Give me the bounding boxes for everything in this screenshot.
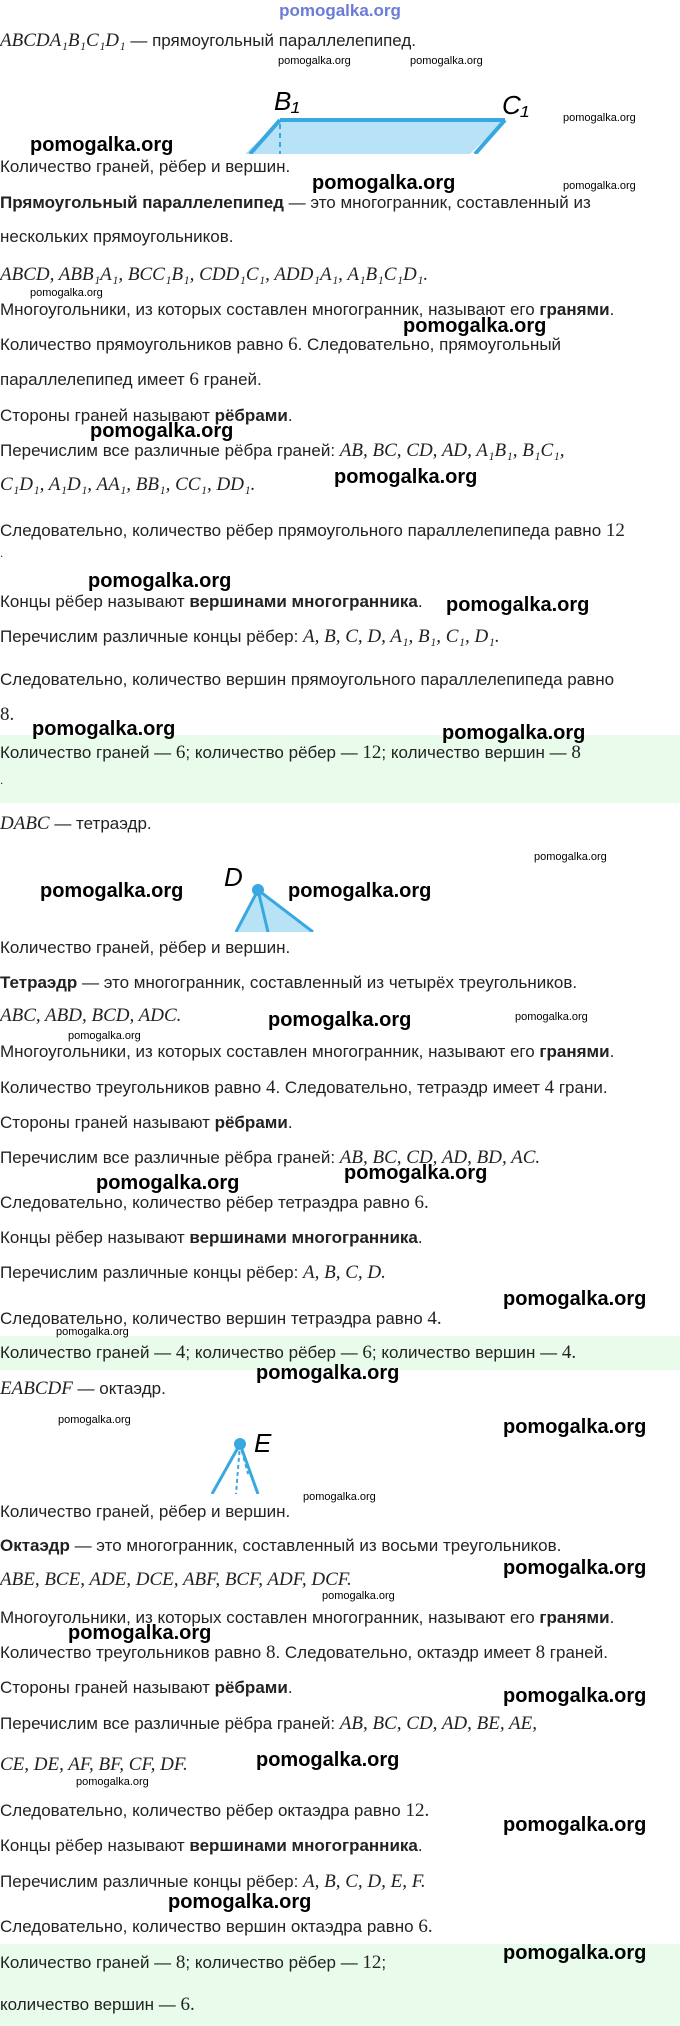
text: . [417, 592, 423, 611]
text: Перечислим различные концы рёбер: [0, 1263, 304, 1282]
term: гранями [539, 1608, 610, 1627]
number: 6 [189, 369, 199, 390]
watermark: pomogalka.org [278, 55, 351, 67]
text: граней. [545, 1643, 608, 1662]
text: ; количество рёбер — [185, 743, 363, 762]
question-text: Количество граней, рёбер и вершин. [0, 157, 291, 176]
term: рёбрами [214, 1113, 288, 1132]
watermark: pomogalka.org [40, 880, 184, 902]
number: 6. [180, 1994, 195, 2015]
number: 8 [535, 1642, 546, 1663]
faces-count [0, 1075, 680, 1101]
text: Количество прямоугольников равно [0, 335, 289, 354]
math-expression: ABCDA₁B₁C₁D₁ [0, 30, 126, 51]
term: рёбрами [214, 406, 288, 425]
text: . Следовательно, тетраэдр имеет [275, 1078, 545, 1097]
math-list: AB, BC, CD, AD, BE, AE, [339, 1713, 537, 1734]
term: гранями [539, 1042, 610, 1061]
watermark: pomogalka.org [515, 1011, 588, 1023]
math-list: ABC, ABD, BCD, ADC. [0, 1005, 182, 1026]
text: ; количество вершин — [371, 1343, 562, 1362]
number: 6 [288, 334, 298, 355]
number: 6. [414, 1192, 429, 1213]
math-list: C₁D₁, A₁D₁, AA₁, BB₁, CC₁, DD₁. [0, 474, 256, 495]
math-list: A, B, C, D, E, F. [303, 1871, 426, 1892]
text: Следовательно, количество рёбер тетраэдра равно [0, 1193, 415, 1212]
text: ; количество рёбер — [185, 1953, 363, 1972]
number: 8 [265, 1642, 276, 1663]
vertices-count [0, 1914, 680, 1940]
watermark: pomogalka.org [563, 180, 636, 192]
definition-text: — это многогранник, составленный из четырёх треугольников. [77, 973, 578, 992]
watermark: pomogalka.org [344, 1162, 488, 1184]
text: Перечислим все различные рёбра граней: [0, 1148, 340, 1167]
edges-count-cont: . [0, 546, 4, 560]
term: рёбрами [214, 1678, 288, 1697]
vertex-label-e: E [254, 1428, 272, 1458]
watermark: pomogalka.org [58, 1414, 131, 1426]
text: Количество граней — [0, 743, 176, 762]
intro-text: — прямоугольный параллелепипед. [125, 31, 417, 50]
faces-count [0, 332, 680, 358]
watermark: pomogalka.org [503, 1288, 647, 1310]
vertices-list [0, 624, 680, 650]
text: Стороны граней называют [0, 1678, 215, 1697]
text: Следовательно, количество рёбер прямоугольного параллелепипеда равно [0, 521, 606, 540]
vertices-count: Следовательно, количество вершин прямоугольного параллелепипеда равно [0, 670, 615, 689]
term: Прямоугольный параллелепипед [0, 193, 284, 212]
watermark: pomogalka.org [503, 1814, 647, 1836]
watermark: pomogalka.org [256, 1749, 400, 1771]
text: Следовательно, количество рёбер октаэдра равно [0, 1801, 406, 1820]
watermark: pomogalka.org [68, 1030, 141, 1042]
text: параллелепипед имеет [0, 370, 190, 389]
term: Октаэдр [0, 1536, 70, 1555]
text: Количество треугольников равно [0, 1078, 266, 1097]
text: ; количество вершин — [381, 743, 572, 762]
text: Концы рёбер называют [0, 1836, 190, 1855]
math-list: AB, BC, CD, AD, BD, AC. [339, 1147, 541, 1168]
text: . [417, 1836, 423, 1855]
number: 6 [175, 742, 186, 763]
number: 12 [362, 742, 382, 763]
number: 4. [561, 1342, 577, 1363]
text: . [609, 1042, 615, 1061]
math-list: ABCD, ABB₁A₁, BCC₁B₁, CDD₁C₁, ADD₁A₁, A₁B₁C₁D₁. [0, 264, 429, 285]
parallelepiped-intro [0, 28, 680, 54]
vertices-definition [0, 1225, 680, 1251]
math-expression: DABC [0, 813, 50, 834]
text: . [287, 1678, 293, 1697]
number: 12. [405, 1800, 430, 1821]
vertices-list [0, 1869, 680, 1895]
watermark: pomogalka.org [503, 1416, 647, 1438]
text: Количество граней — [0, 1953, 176, 1972]
text: ; количество рёбер — [185, 1343, 363, 1362]
text: Стороны граней называют [0, 1113, 215, 1132]
number: 6 [362, 1342, 372, 1363]
text: Перечислим различные концы рёбер: [0, 1872, 304, 1891]
number: 8. [0, 704, 15, 725]
watermark: pomogalka.org [503, 1685, 647, 1707]
intro-text: — тетраэдр. [49, 814, 152, 833]
watermark: pomogalka.org [68, 1622, 212, 1644]
watermark: pomogalka.org [503, 1942, 647, 1964]
number: 6. [418, 1916, 433, 1937]
edges-list [0, 1711, 680, 1737]
watermark: pomogalka.org [312, 172, 456, 194]
answer-text-cont: . [0, 773, 4, 787]
vertex-label-c1: C₁ [502, 90, 529, 120]
text: . [609, 1608, 615, 1627]
text: . Следовательно, октаэдр имеет [275, 1643, 536, 1662]
edges-definition [0, 1110, 680, 1136]
text: Перечислим все различные рёбра граней: [0, 441, 340, 460]
number: 12 [605, 520, 625, 541]
text: Количество граней — [0, 1343, 176, 1362]
term: вершинами многогранника [189, 1836, 418, 1855]
term: Тетраэдр [0, 973, 78, 992]
watermark: pomogalka.org [30, 287, 103, 299]
term: вершинами многогранника [189, 1228, 418, 1247]
intro-text: — октаэдр. [72, 1379, 166, 1398]
definition [0, 970, 680, 996]
faces-definition [0, 1039, 680, 1065]
watermark: pomogalka.org [303, 1491, 376, 1503]
rectangles-list [0, 262, 680, 288]
text: количество вершин — [0, 1995, 181, 2014]
watermark: pomogalka.org [503, 1557, 647, 1579]
vertex-label-d: D [224, 862, 243, 892]
vertex-label-b1: B₁ [274, 86, 300, 116]
number: 4 [544, 1077, 555, 1098]
definition-text: — это многогранник, составленный из восьми треугольников. [69, 1536, 562, 1555]
watermark: pomogalka.org [96, 1172, 240, 1194]
watermark: pomogalka.org [410, 55, 483, 67]
text: граней. [198, 370, 262, 389]
question-text: Количество граней, рёбер и вершин. [0, 938, 291, 957]
watermark: pomogalka.org [268, 1009, 412, 1031]
text: Количество треугольников равно [0, 1643, 266, 1662]
watermark: pomogalka.org [534, 851, 607, 863]
math-list: AB, BC, CD, AD, A₁B₁, B₁C₁, [339, 440, 565, 461]
watermark: pomogalka.org [563, 112, 636, 124]
math-list: CE, DE, AF, BF, CF, DF. [0, 1754, 188, 1775]
watermark: pomogalka.org [256, 1362, 400, 1384]
number: 12 [362, 1952, 382, 1973]
watermark: pomogalka.org [442, 722, 586, 744]
term: вершинами многогранника [189, 592, 418, 611]
watermark: pomogalka.org [90, 420, 234, 442]
text: . Следовательно, прямоугольный [297, 335, 562, 354]
term: гранями [539, 300, 610, 319]
watermark: pomogalka.org [88, 570, 232, 592]
text: . [287, 1113, 293, 1132]
text: Перечислим различные концы рёбер: [0, 627, 304, 646]
number: 8 [175, 1952, 186, 1973]
edges-count [0, 518, 680, 544]
faces-count-cont [0, 367, 680, 393]
math-list: A, B, C, D, A₁, B₁, C₁, D₁. [303, 626, 500, 647]
faces-definition [0, 297, 680, 323]
parallelepiped-figure [230, 84, 530, 154]
text: Концы рёбер называют [0, 1228, 190, 1247]
watermark: pomogalka.org [322, 1590, 395, 1602]
definition [0, 1533, 680, 1559]
number: 4 [175, 1342, 186, 1363]
watermark: pomogalka.org [32, 718, 176, 740]
answer-text-cont [0, 1992, 680, 2018]
question-text: Количество граней, рёбер и вершин. [0, 1502, 291, 1521]
text: . [609, 300, 615, 319]
watermark: pomogalka.org [446, 594, 590, 616]
text: . [287, 406, 293, 425]
octahedron-figure [200, 1424, 290, 1494]
number: 8 [571, 742, 581, 763]
text: грани. [554, 1078, 608, 1097]
number: 4. [427, 1308, 442, 1329]
text: Многоугольники, из которых составлен многогранник, называют его [0, 1042, 540, 1061]
math-expression: EABCDF [0, 1378, 73, 1399]
tetrahedron-intro [0, 811, 680, 837]
text: Следовательно, количество вершин тетраэдра равно [0, 1309, 428, 1328]
text: Следовательно, количество вершин октаэдра равно [0, 1917, 419, 1936]
text: Многоугольники, из которых составлен многогранник, называют его [0, 1608, 540, 1627]
watermark: pomogalka.org [168, 1891, 312, 1913]
vertices-list [0, 1260, 680, 1286]
text: Многоугольники, из которых составлен многогранник, называют его [0, 300, 540, 319]
text: . [417, 1228, 423, 1247]
text: Концы рёбер называют [0, 592, 190, 611]
definition-cont: нескольких прямоугольников. [0, 227, 234, 246]
edges-list [0, 1145, 680, 1171]
watermark: pomogalka.org [403, 315, 547, 337]
text: Стороны граней называют [0, 406, 215, 425]
watermark: pomogalka.org [56, 1326, 129, 1338]
math-list: A, B, C, D. [303, 1262, 386, 1283]
number: 4 [265, 1077, 276, 1098]
watermark: pomogalka.org [30, 134, 174, 156]
site-header-link[interactable]: pomogalka.org [279, 1, 401, 20]
watermark: pomogalka.org [334, 466, 478, 488]
math-list: ABE, BCE, ADE, DCE, ABF, BCF, ADF, DCF. [0, 1569, 352, 1590]
definition-text: — это многогранник, составленный из [283, 193, 591, 212]
text: ; [381, 1953, 387, 1972]
text: Перечислим все различные рёбра граней: [0, 1714, 340, 1733]
watermark: pomogalka.org [288, 880, 432, 902]
watermark: pomogalka.org [76, 1776, 149, 1788]
